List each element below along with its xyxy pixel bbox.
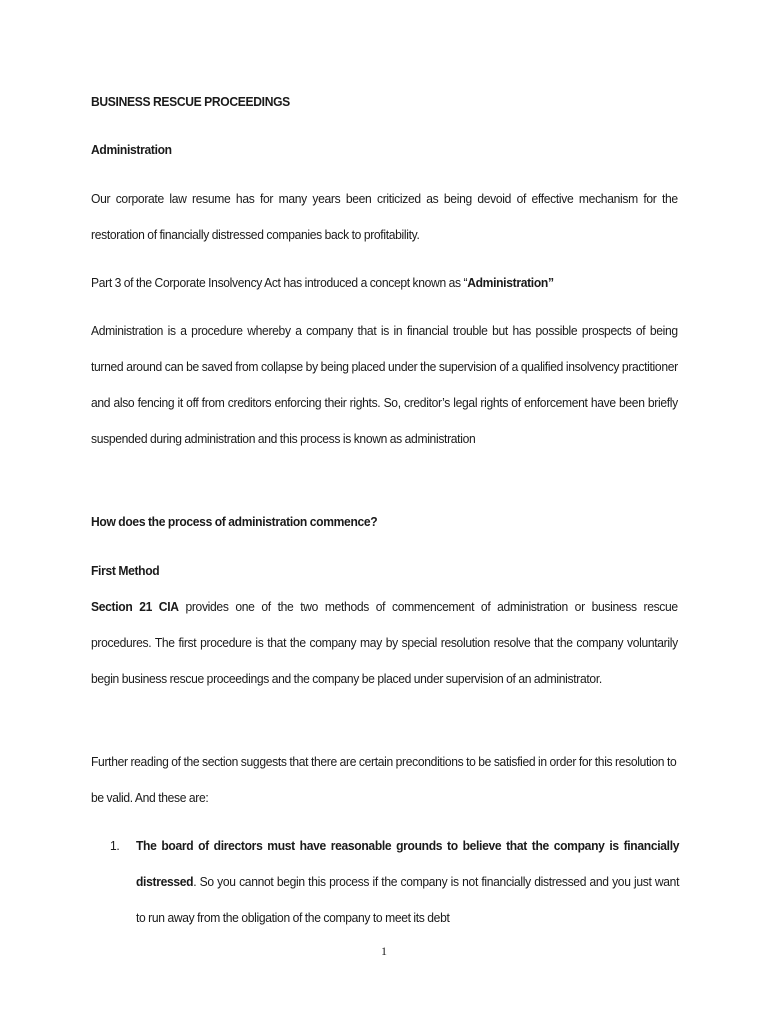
paragraph-preconditions: Further reading of the section suggests that there are certain preconditions to be satisfied in order for this resolution to be valid. And these are: <box>91 754 677 805</box>
paragraph-part3-text: Part 3 of the Corporate Insolvency Act has introduced a concept known as “ <box>91 275 468 290</box>
section21-text: provides one of the two methods of commencement of administration or business rescue procedures. The first procedure is that the company may by special resolution resolve that the company voluntarily begin business rescue proceedings and the company be placed under supervision of an administrator. <box>91 599 678 686</box>
paragraph-intro: Our corporate law resume has for many years been criticized as being devoid of effective mechanism for the restoration of financially distressed companies back to profitability. <box>91 191 678 242</box>
document-title: BUSINESS RESCUE PROCEEDINGS <box>91 94 290 109</box>
first-method-heading: First Method <box>91 563 160 578</box>
paragraph-section21 <box>91 589 678 697</box>
list-item-text <box>136 828 679 936</box>
paragraph-definition: Administration is a procedure whereby a company that is in financial trouble but has possible prospects of being turned around can be saved from collapse by being placed under the supervision of a qualified insolvency practitioner and also fencing it off from creditors enforcing their rights. So, creditor’s legal rights of enforcement have been briefly suspended during administration and this process is known as administration <box>91 323 678 446</box>
list-item-bold: The board of directors must have reasonable grounds to believe that the company is financially distressed <box>136 838 680 889</box>
section21-bold: Section 21 CIA <box>91 599 179 614</box>
paragraph-part3-bold: Administration” <box>467 275 554 290</box>
list-item-rest: . So you cannot begin this process if the company is not financially distressed and you just want to run away from the obligation of the company to meet its debt <box>136 874 680 925</box>
list-item-number: 1. <box>110 838 120 853</box>
section-heading-administration: Administration <box>91 142 172 157</box>
paragraph-part3 <box>91 265 678 301</box>
page-number: 1 <box>381 944 387 958</box>
question-heading: How does the process of administration commence? <box>91 514 378 529</box>
